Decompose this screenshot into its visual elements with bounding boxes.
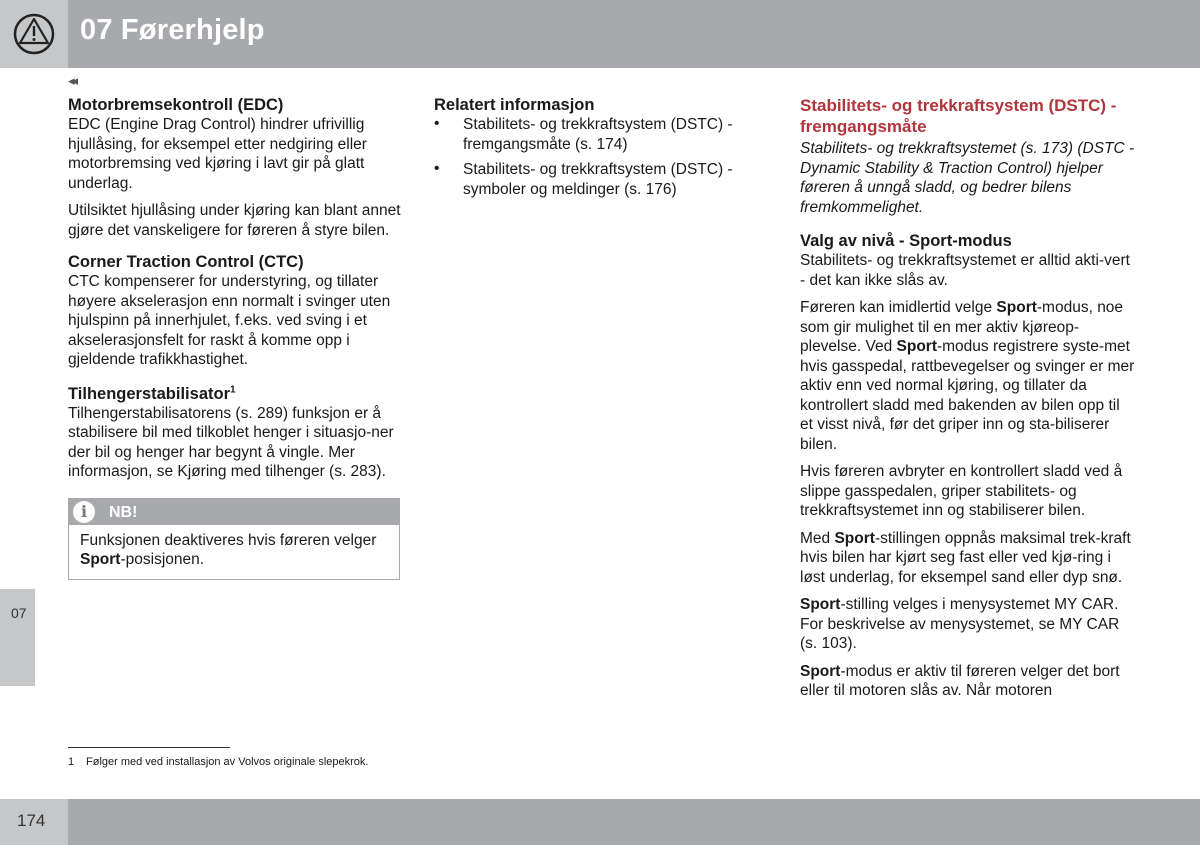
sport-mode-heading: Valg av nivå - Sport-modus [800,232,1012,250]
edc-heading: Motorbremsekontroll (EDC) [68,96,284,114]
chapter-header [0,0,1200,68]
column-left [68,95,403,580]
page-number: 174 [17,811,46,830]
nb-text: Funksjonen deaktiveres hvis føreren velger [80,531,377,549]
nb-note-title: NB! [109,503,138,521]
bullet-icon: • [434,160,440,177]
warning-triangle-icon [0,0,68,68]
bullet-icon: • [434,115,440,132]
related-info-list [434,115,769,199]
chapter-side-tab[interactable] [0,589,35,686]
paragraph: Sport-stilling velges i menysystemet MY CAR. For beskrivelse av menysystemet, se MY CAR (s. 103). [800,596,1120,652]
footnote-divider [68,747,230,748]
page-footer [0,799,1200,845]
footnote-number: 1 [68,756,75,768]
info-icon: i [73,501,95,523]
page-number-box [0,799,68,845]
paragraph: Med Sport-stillingen oppnås maksimal trek-kraft hvis bilen har kjørt seg fast eller ved kjø-ring i løst underlag, for eksempel sand eller dyp snø. [800,529,1131,586]
previous-page-marker-icon: ◂◂ [68,73,76,88]
column-right [800,95,1135,709]
list-item[interactable] [434,115,769,154]
trailer-heading [68,384,403,404]
nb-text-bold: Sport [80,551,121,568]
edc-paragraph-2: Utilsiktet hjullåsing under kjøring kan blant annet gjøre det vanskeligere for føreren å styre bilen. [68,202,401,239]
nb-note-box [68,498,400,580]
footnote-ref[interactable]: 1 [230,384,236,395]
ctc-paragraph: CTC kompenserer for understyring, og tillater høyere akselerasjon enn normalt i svinger uten hjulspinn på innerhjulet, f.eks. ved sving i et akselerasjonsfelt for raskt å komme opp i gjeldende trafikkhastighet. [68,273,391,368]
footnote-text: Følger med ved installasjon av Volvos originale slepekrok. [86,756,369,768]
footnote [68,756,368,768]
list-item[interactable] [434,160,769,199]
paragraph: Hvis føreren avbryter en kontrollert sladd ved å slippe gasspedalen, griper stabilitets- og trekkraftsystemet inn og stabiliserer bilen. [800,463,1123,519]
nb-text-end: -posisjonen. [120,551,205,568]
paragraph: Stabilitets- og trekkraftsystemet er alltid akti-vert - det kan ikke slås av. [800,252,1130,289]
trailer-heading-text: Tilhengerstabilisator [68,384,230,403]
paragraph: Føreren kan imidlertid velge Sport-modus, noe som gir mulighet til en mer aktiv kjøreop-plevelse. Ved Sport-modus registrere syste-met hvis gasspedal, rattbevegelser og svinger er mer aktiv enn ved normal kjøring, og tillater da kontrollert sladd med bakenden av bilen opp til et visst nivå, før det griper inn og sta-biliserer bilen. [800,299,1135,453]
side-tab-label: 07 [11,605,27,621]
nb-note-body [69,525,399,579]
related-link[interactable]: Stabilitets- og trekkraftsystem (DSTC) - symboler og meldinger (s. 176) [463,161,733,198]
paragraph: Sport-modus er aktiv til føreren velger det bort eller til motoren slås av. Når motoren [800,662,1120,699]
nb-note-header [69,499,399,525]
trailer-paragraph: Tilhengerstabilisatorens (s. 289) funksjon er å stabilisere bil med tilkoblet henger i situasjo-ner der bil og henger har begynt å vingle. Mer informasjon, se Kjøring med tilhenger (s. 283). [68,404,394,480]
dstc-intro: Stabilitets- og trekkraftsystemet (s. 173) (DSTC - Dynamic Stability & Traction Control) hjelper føreren å unngå sladd, og bedrer bilens fremkommelighet. [800,140,1135,216]
column-middle [434,95,769,205]
related-info-heading: Relatert informasjon [434,96,595,114]
header-icon-box [0,0,68,68]
related-link[interactable]: Stabilitets- og trekkraftsystem (DSTC) - fremgangsmåte (s. 174) [463,116,733,153]
chapter-title: 07 Førerhjelp [80,14,265,46]
dstc-heading: Stabilitets- og trekkraftsystem (DSTC) - fremgangsmåte [800,96,1117,136]
ctc-heading: Corner Traction Control (CTC) [68,253,304,271]
edc-paragraph-1: EDC (Engine Drag Control) hindrer ufrivillig hjullåsing, for eksempel etter nedgiring eller motorbremsing ved kjøring i lavt gir på glatt underlag. [68,116,367,192]
